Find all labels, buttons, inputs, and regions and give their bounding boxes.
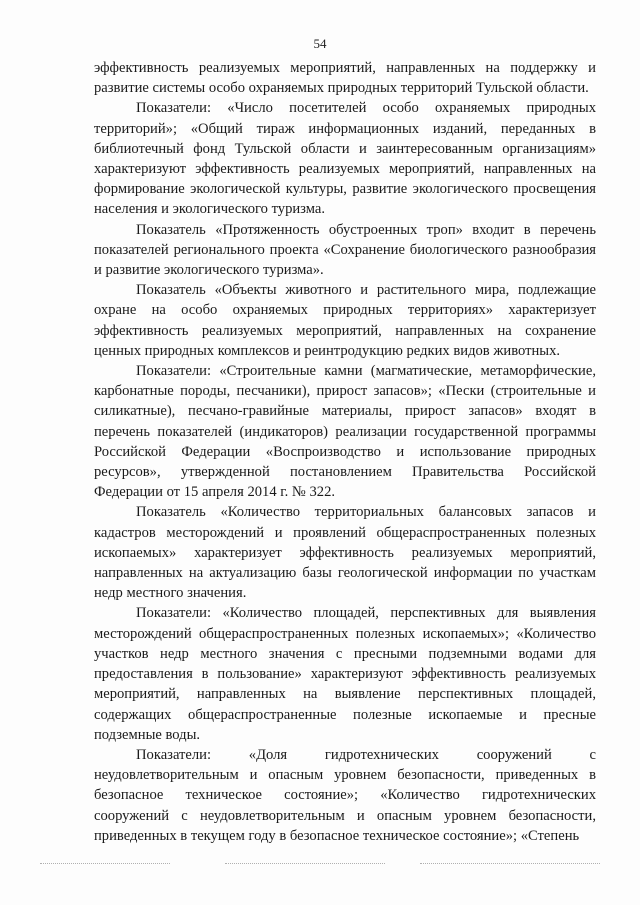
paragraph-areas-indicators: Показатели: «Количество площадей, перспективных для выявления месторождений общераспространенных полезных ископаемых»; «Количество участков недр местного значения с пресными подземными водами для предоставления в пользование» характеризуют эффективность реализуемых мероприятий, направленных на выявление перспективных площадей, содержащих общераспространенные полезные ископаемые и пресные подземные воды. [94, 605, 596, 743]
scan-artifact-line [0, 859, 640, 869]
paragraph-continuation: эффективность реализуемых мероприятий, направленных на поддержку и развитие системы особо охраняемых природных территорий Тульской области. [94, 60, 596, 97]
paragraph-visitors-indicators: Показатели: «Число посетителей особо охраняемых природных территорий»; «Общий тираж информационных изданий, переданных в библиотечный фонд Тульской области и заинтересованным организациям» характеризуют эффективность реализуемых мероприятий, направленных на формирование экологической культуры, развитие экологического просвещения населения и экологического туризма. [94, 100, 596, 218]
body-text [94, 58, 596, 846]
paragraph-wildlife-indicator: Показатель «Объекты животного и растительного мира, подлежащие охране на особо охраняемых природных территориях» характеризует эффективность реализуемых мероприятий, направленных на сохранение ценных природных комплексов и реинтродукцию редких видов животных. [94, 282, 596, 359]
paragraph-hydro-indicators: Показатели: «Доля гидротехнических сооружений с неудовлетворительным и опасным уровнем безопасности, приведенных в безопасное техническое состояние»; «Количество гидротехнических сооружений с неудовлетворительным и опасным уровнем безопасности, приведенных в текущем году в безопасное техническое состояние»; «Степень [94, 746, 596, 844]
paragraph-trails-indicator: Показатель «Протяженность обустроенных троп» входит в перечень показателей регионального проекта «Сохранение биологического разнообразия и развитие экологического туризма». [94, 221, 596, 279]
paragraph-cadastre-indicator: Показатель «Количество территориальных балансовых запасов и кадастров месторождений и проявлений общераспространенных полезных ископаемых» характеризует эффективность реализуемых мероприятий, направленных на актуализацию базы геологической информации по участкам недр местного значения. [94, 504, 596, 602]
paragraph-building-stones-indicators: Показатели: «Строительные камни (магматические, метаморфические, карбонатные породы, песчаники), прирост запасов»; «Пески (строительные и силикатные), песчано-гравийные материалы, прирост запасов» входят в перечень показателей (индикаторов) реализации государственной программы Российской Федерации «Воспроизводство и использование природных ресурсов», утвержденной постановлением Правительства Российской Федерации от 15 апреля 2014 г. № 322. [94, 363, 596, 501]
page-number: 54 [313, 36, 327, 51]
